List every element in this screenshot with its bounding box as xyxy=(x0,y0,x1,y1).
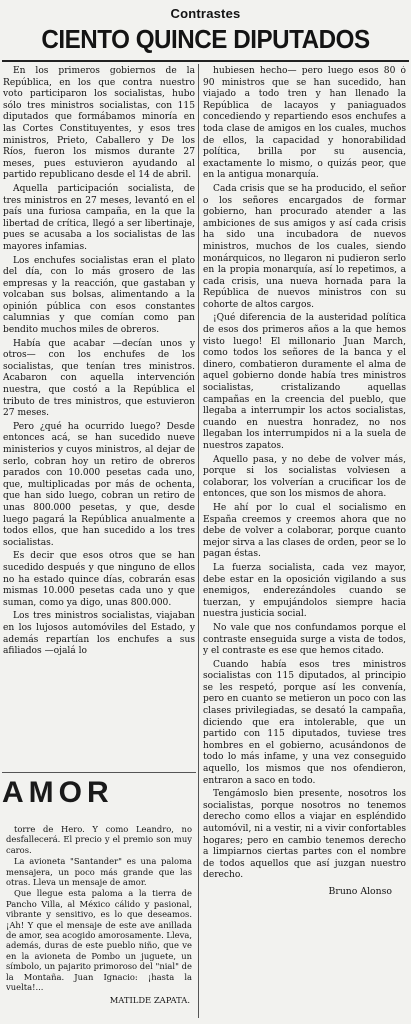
article-column-right xyxy=(203,66,406,1018)
amor-paragraph: Que llegue esta paloma a la tierra de Pancho Villa, al México cálido y pasional, vibrante y sensitivo, es lo que deseamos. ¡Ah! Y que el mensaje de este ave anillada de amor, sea acogido amorosamente. Lleva, además, duras de este pueblo niño, que ve en la avioneta de Pombo un juguete, un símbolo, un pajarito primoroso del "nial" de la Montaña. Juan Ignacio: ¡hasta la vuelta!... xyxy=(6,888,192,993)
amor-signature: MATILDE ZAPATA. xyxy=(109,994,190,1005)
article-headline: CIENTO QUINCE DIPUTADOS xyxy=(41,24,370,54)
article-paragraph: En los primeros gobiernos de la República, en los que contra nuestro voto participaron los socialistas, hubo sólo tres ministros socialistas, con 115 diputados que formábamos minoría en las Cortes Constituyentes, y esos tres ministros, Prieto, Caballero y De los Ríos, fueron los mismos durante 27 meses, pues estuvieron ayudando al partido republicano desde el 14 de abril. xyxy=(3,66,195,181)
article-paragraph: He ahí por lo cual el socialismo en España creemos y creemos ahora que no debe de volver a colaborar, porque cuanto mejor sirva a las clases de orden, peor se lo pagan éstas. xyxy=(203,502,406,560)
article-paragraph: hubiesen hecho— pero luego esos 80 ó 90 ministros que se han sucedido, han viajado a todo tren y han llenado la República de lacayos y paniaguados concediendo y repartiendo esos enchufes a toda clase de amigos en los cuales, muchos de ellos, la capacidad y honorabilidad política, brilla por su ausencia, exactamente lo mismo, o quizás peor, que en la antigua monarquía. xyxy=(203,66,406,181)
amor-body xyxy=(6,824,192,1005)
headline-rule xyxy=(2,60,409,62)
article-column-left xyxy=(3,66,195,770)
article-paragraph: Había que acabar —decían unos y otros— con los enchufes de los socialistas, que tenían tres ministros. Acabaron con aquella intervención nuestra, que costó a la República el tributo de tres ministros, que estuvieron 27 meses. xyxy=(3,338,195,419)
article-paragraph: Los enchufes socialistas eran el plato del día, con lo más grosero de las empresas y la reacción, que gastaban y volcaban sus bolsas, alimentando a la opinión pública con esos constantes calumnias y que comían como pan bendito muchos miles de obreros. xyxy=(3,255,195,336)
section-kicker: Contrastes xyxy=(170,6,241,21)
article-paragraph: Tengámoslo bien presente, nosotros los socialistas, porque nosotros no tenemos derecho como ellos a viajar en espléndido automóvil, ni a vestir, ni a vivir confortables hogares; pero en cambio tenemos derecho a limpiarnos ciertas partes con el nombre de todos aquellos que así juzgan nuestro derecho. xyxy=(203,789,406,881)
column-divider xyxy=(198,64,199,1018)
article-paragraph: Es decir que esos otros que se han sucedido después y que ninguno de ellos no ha estado quince días, cobrarán esas mismas 10.000 pesetas cada uno y que suman, como ya digo, unas 800.000. xyxy=(3,551,195,608)
amor-paragraph: torre de Hero. Y como Leandro, no desfallecerá. El precio y el premio son muy caros. xyxy=(6,824,192,855)
article-paragraph: Pero ¿qué ha ocurrido luego? Desde entonces acá, se han sucedido nueve ministerios y cuyos ministros, al dejar de serlo, cobran hoy un retiro de obreros parados con 10.000 pesetas cada uno, que, multiplicadas por más de ochenta, que han sido luego, cobran un retiro de unas 800.000 pesetas, y que, desde luego pagará la República anualmente a todos ellos, que han sucedido a los tres socialistas. xyxy=(3,421,195,548)
article-paragraph: Aquello pasa, y no debe de volver más, porque si los socialistas volviesen a colaborar, los volverían a crucificar los de entonces, que son los mismos de ahora. xyxy=(203,454,406,500)
article-paragraph: Los tres ministros socialistas, viajaban en los lujosos automóviles del Estado, y además repartían los enchufes a sus afiliados —ojalá lo xyxy=(3,611,195,657)
amor-paragraph: La avioneta "Santander" es una paloma mensajera, un poco más grande que las otras. Lleva un mensaje de amor. xyxy=(6,856,192,888)
article-paragraph: La fuerza socialista, cada vez mayor, debe estar en la oposición vigilando a sus enemigos, enderezándoles cuando se tuerzan, y empujándolos siempre hacia nuestra justicia social. xyxy=(203,562,406,620)
article-paragraph: Cuando había esos tres ministros socialistas con 115 diputados, al principio se les respetó, porque así les convenía, pero en cuanto se metieron un poco con las clases privilegiadas, se desató la campaña, diciendo que era intolerable, que un partido con 115 diputados, tuviese tres hombres en el gobierno, acusándonos de todo lo más infame, y una vez conseguido aquello, los mismos que nos ofendieron, entraron a saco en todo. xyxy=(203,659,406,786)
article-paragraph: Cada crisis que se ha producido, el señor o los señores encargados de formar gobierno, han procurado atender a las ambiciones de sus amigos y así cada crisis ha sido una incubadora de nuevos ministros, muchos de los cuales, siendo monárquicos, no llegaron ni pudieron serlo en la propia monarquía, así lo repetimos, a cada crisis, una nueva hornada para la República de nuevos ministros con su cohorte de altos cargos. xyxy=(203,183,406,310)
article-paragraph: Aquella participación socialista, de tres ministros en 27 meses, levantó en el país una furiosa campaña, en la que la libertad de crítica, llegó a ser libertinaje, pues se acusaba a los socialistas de las mayores infamias. xyxy=(3,183,195,252)
article-paragraph: No vale que nos confundamos porque el contraste enseguida surge a vista de todos, y el contraste es ese que hemos citado. xyxy=(203,622,406,657)
article-paragraph: ¡Qué diferencia de la austeridad política de esos dos primeros años a la que hemos visto luego! El millonario Juan March, como todos los señores de la banca y el dinero, combatieron duramente el alma de aquel gobierno donde había tres ministros socialistas, cristalizando aquellas campañas en la creencia del pueblo, que llegaba a interrumpir los actos socialistas, cuando en nuestra honradez, no nos llegaban los interrumpidos ni a la suela de nuestros zapatos. xyxy=(203,313,406,451)
amor-section xyxy=(0,776,196,1020)
amor-title: AMOR xyxy=(2,776,114,809)
article-signature: Bruno Alonso xyxy=(328,885,392,897)
section-rule xyxy=(2,772,196,773)
